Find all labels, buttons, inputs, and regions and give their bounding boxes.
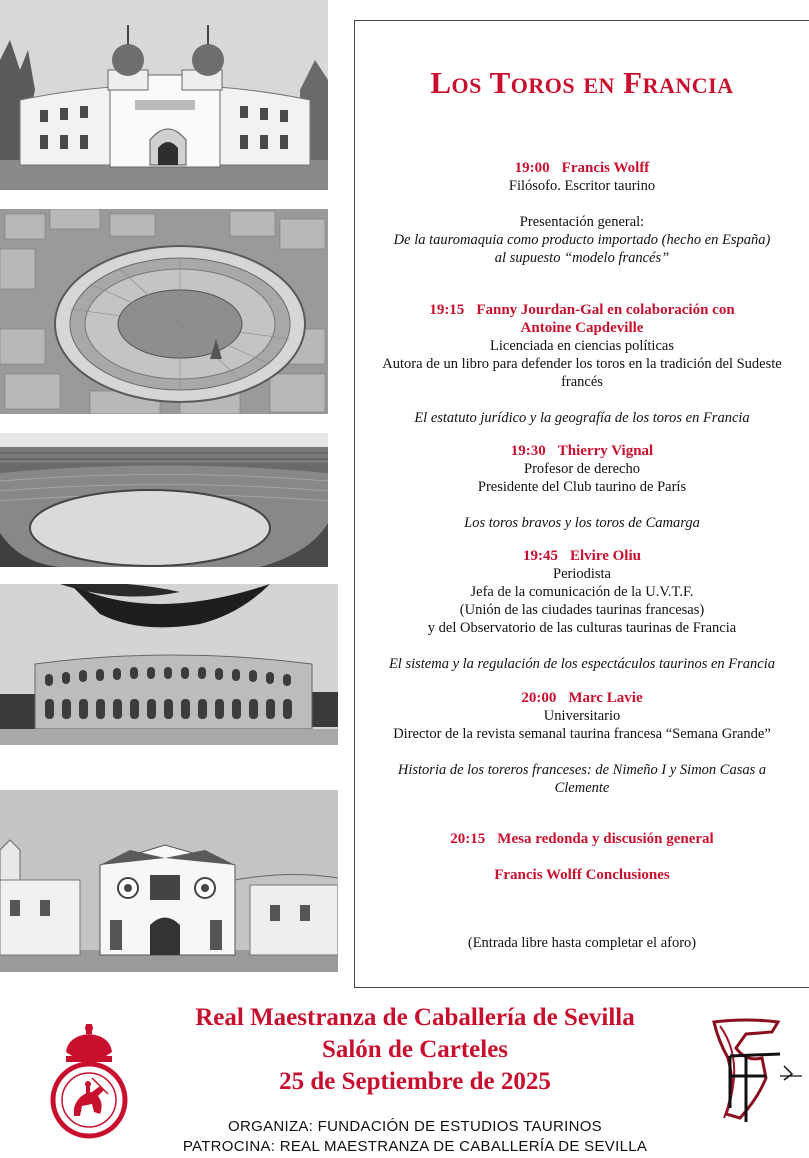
arena-interior-photo <box>0 433 328 567</box>
maestranza-facade-photo <box>0 790 338 972</box>
closing-session <box>365 830 799 848</box>
talk-title: De la tauromaquia como producto importado (hecho en España) <box>393 232 771 248</box>
footer <box>0 1000 809 1158</box>
speaker-heading <box>365 159 799 177</box>
talk-time: 20:00 <box>521 690 557 706</box>
talk-time: 19:15 <box>429 302 465 318</box>
talk-title: al supuesto “modelo francés” <box>494 250 670 266</box>
fundacion-logo-icon <box>706 1018 806 1124</box>
page-title: Los Toros en Francia <box>430 65 734 100</box>
venue-name: Real Maestranza de Caballería de Sevilla <box>195 1004 635 1031</box>
talk-time: 20:15 <box>450 831 486 847</box>
program-item <box>365 442 799 532</box>
roman-arena-exterior-photo <box>0 584 338 745</box>
organizer-line: ORGANIZA: FUNDACIÓN DE ESTUDIOS TAURINOS <box>228 1118 602 1135</box>
speaker-name: Elvire Oliu <box>570 548 641 564</box>
talk-title: Clemente <box>554 780 610 796</box>
speaker-role: Periodista <box>553 566 611 582</box>
sponsor-line: PATROCINA: REAL MAESTRANZA DE CABALLERÍA DE SEVILLA <box>182 1138 648 1155</box>
speaker-role: (Unión de las ciudades taurinas francesas) <box>459 602 705 618</box>
speaker-role: francés <box>561 374 603 390</box>
talk-title: Historia de los toreros franceses: de Nimeño I y Simon Casas a <box>397 762 767 778</box>
talk-title: El sistema y la regulación de los espectáculos taurinos en Francia <box>388 656 776 672</box>
talk-intro: Presentación general: <box>519 214 645 230</box>
speaker-role: Presidente del Club taurino de París <box>477 479 687 495</box>
closing-conclusions: Francis Wolff Conclusiones <box>494 867 670 883</box>
talk-time: 19:45 <box>523 548 558 564</box>
event-date: 25 de Septiembre de 2025 <box>279 1068 551 1095</box>
speaker-role: y del Observatorio de las culturas taurinas de Francia <box>427 620 737 636</box>
speaker-heading <box>365 547 799 565</box>
program-item <box>365 689 799 797</box>
entry-note: (Entrada libre hasta completar el aforo) <box>467 935 697 951</box>
closing-label: Mesa redonda y discusión general <box>497 831 714 847</box>
program-panel <box>354 20 809 988</box>
bullring-facade-photo <box>0 0 328 190</box>
speaker-role: Universitario <box>543 708 621 724</box>
speaker-heading <box>365 301 799 319</box>
speaker-heading <box>365 830 799 848</box>
aerial-amphitheatre-photo <box>0 209 328 414</box>
speaker-heading <box>365 442 799 460</box>
speaker-name: Fanny Jourdan-Gal en colaboración con <box>476 302 735 318</box>
room-name: Salón de Carteles <box>321 1036 509 1063</box>
speaker-name: Thierry Vignal <box>557 443 654 459</box>
talk-time: 19:00 <box>514 160 550 176</box>
speaker-role: Licenciada en ciencias políticas <box>490 338 674 354</box>
talk-title: Los toros bravos y los toros de Camarga <box>464 515 700 531</box>
speaker-name: Antoine Capdeville <box>520 320 644 336</box>
speaker-name: Francis Wolff <box>561 160 650 176</box>
talk-time: 19:30 <box>510 443 546 459</box>
program-item <box>365 547 799 673</box>
speaker-role: Autora de un libro para defender los toros en la tradición del Sudeste <box>382 356 782 372</box>
speaker-heading <box>365 689 799 707</box>
speaker-role: Director de la revista semanal taurina francesa “Semana Grande” <box>393 726 771 742</box>
talk-title: El estatuto jurídico y la geografía de los toros en Francia <box>414 410 750 426</box>
speaker-name: Marc Lavie <box>568 690 643 706</box>
program-item <box>365 159 799 267</box>
program-item <box>365 301 799 427</box>
speaker-role: Jefa de la comunicación de la U.V.T.F. <box>470 584 694 600</box>
speaker-role: Filósofo. Escritor taurino <box>508 178 656 194</box>
speaker-role: Profesor de derecho <box>524 461 640 477</box>
